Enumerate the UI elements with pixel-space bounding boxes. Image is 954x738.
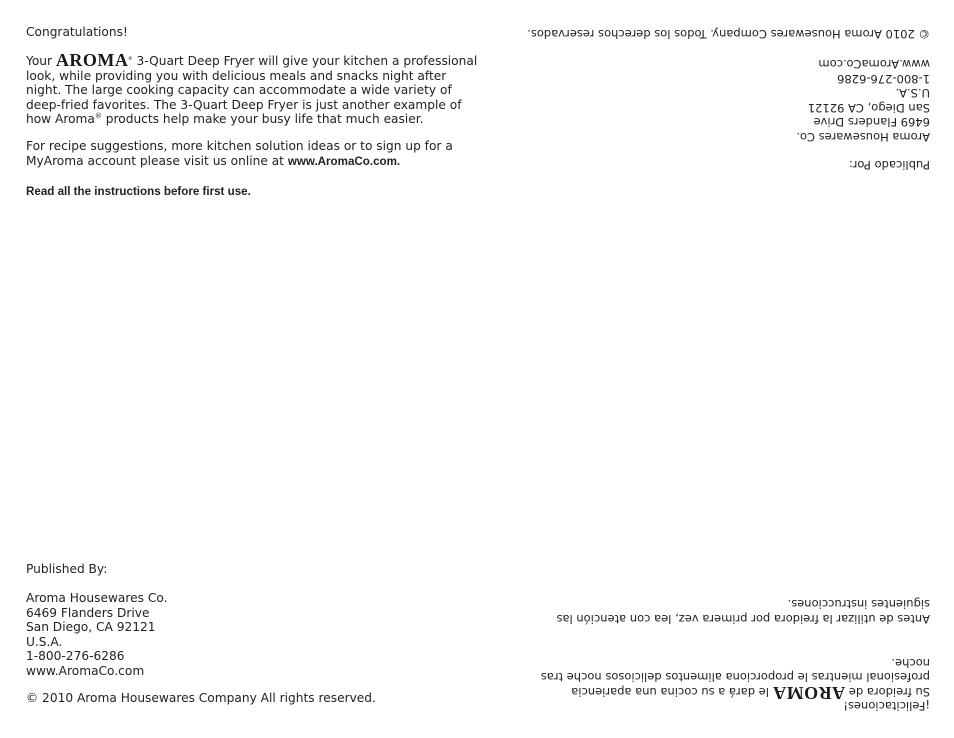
published-by-label: Published By: — [26, 562, 108, 576]
recipe-paragraph: For recipe suggestions, more kitchen solution ideas or to sign up for a MyAroma account please visit us online at www.AromaCo.com. — [26, 139, 453, 168]
publisher-address-es: Aroma Housewares Co. 6469 Flanders Drive San Diego, CA 92121 U.S.A. 1-800-276-6286 www.AromaCo.com — [796, 57, 930, 144]
greeting: Congratulations! — [26, 25, 128, 39]
website-link[interactable]: www.AromaCo.com. — [287, 154, 401, 168]
aroma-logo: AROMA® — [55, 50, 133, 70]
intro-paragraph: Your AROMA® 3-Quart Deep Fryer will give your kitchen a professional look, while providing you with delicious meals and snacks night after night. The large cooking capacity can accommodate a wide variety of deep-fried favorites. The 3-Quart Deep Fryer is just another example of how Aroma® products help make your busy life that much easier. — [26, 50, 478, 127]
copyright: © 2010 Aroma Housewares Company All rights reserved. — [26, 691, 376, 705]
intro-paragraph-es: Su freidora de AROMA le dará a su cocina una apariencia profesional mientras le proporciona alimentos deliciosos noche tras noche. — [540, 655, 930, 703]
published-by-label-es: Publicado Por: — [848, 158, 930, 172]
instructions-note: Read all the instructions before first use. — [26, 185, 251, 198]
greeting-es: ¡Felicitaciones! — [843, 699, 930, 713]
instructions-note-es: Antes de utilizar la freidora por primera vez, lea con atención las siguientes instrucciones. — [556, 597, 930, 626]
publisher-address: Aroma Housewares Co. 6469 Flanders Drive San Diego, CA 92121 U.S.A. 1-800-276-6286 www.AromaCo.com — [26, 591, 168, 678]
copyright-es: © 2010 Aroma Housewares Company. Todos los derechos reservados. — [527, 27, 930, 41]
aroma-logo-es: AROMA — [772, 683, 846, 703]
